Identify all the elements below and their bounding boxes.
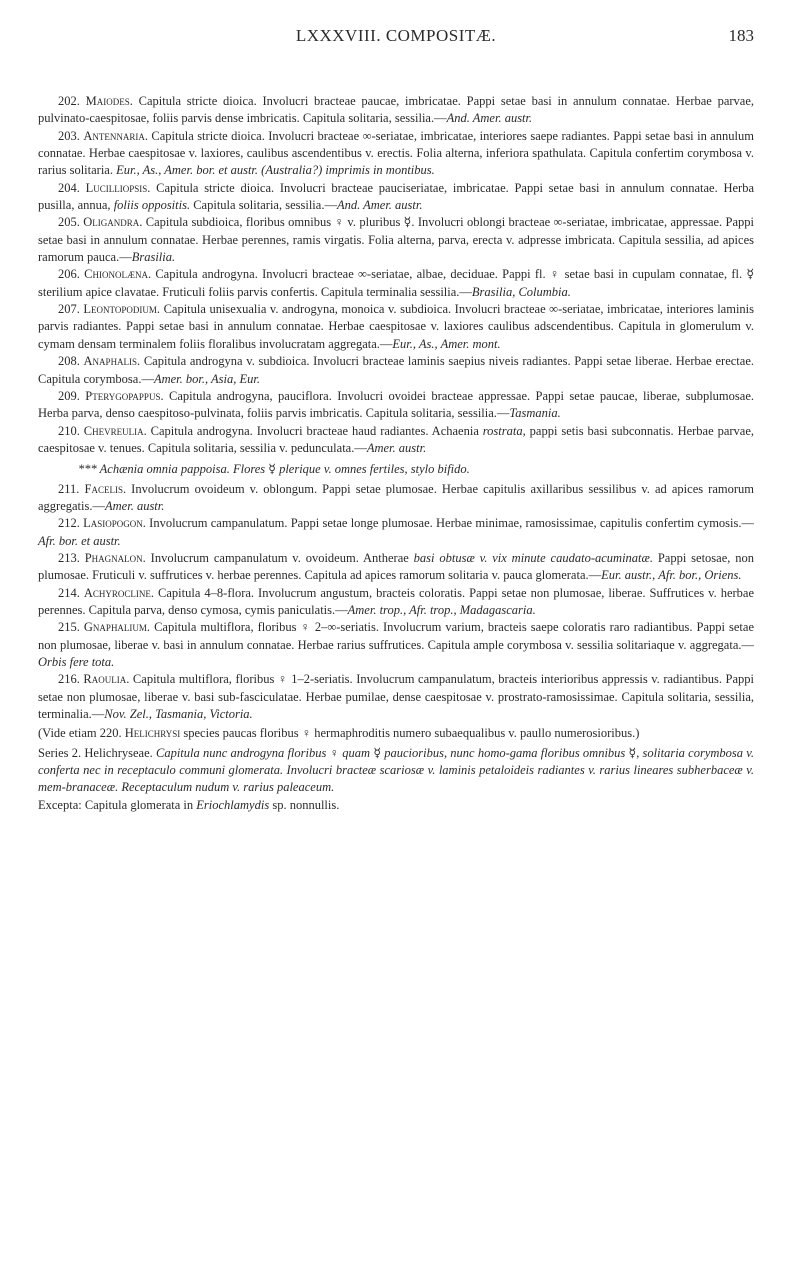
entry-description: Capitula 4–8-flora. Involucrum angustum, bracteis coloratis. Pappi setae non plumosae, liberae. Suffrutices v. herbae perennes. Capitula parva, denso cymosa, cymis paniculatis.—: [38, 585, 755, 617]
entry-italic: Brasilia.: [131, 250, 176, 265]
entry-number: 216.: [58, 672, 80, 687]
genus-name: Achyrocline.: [83, 585, 155, 600]
genus-entry: [38, 353, 754, 388]
genus-name: Raoulia.: [83, 672, 130, 687]
entry-italic: foliis oppositis.: [113, 198, 191, 213]
series-title: Series 2. Helichryseae.: [38, 745, 156, 760]
genus-name: Lucilliopsis.: [85, 180, 151, 195]
entry-number: 204.: [58, 180, 80, 195]
note-pre: (Vide etiam 220.: [38, 726, 125, 741]
genus-entry: [38, 301, 754, 353]
genus-entry: [38, 128, 754, 180]
entry-number: 206.: [58, 267, 80, 282]
excepta-pre: Excepta: Capitula glomerata in: [38, 797, 197, 812]
entry-description-cont: Capitula solitaria, sessilia.—: [190, 198, 337, 213]
entry-italic: Orbis fere tota.: [38, 655, 115, 669]
entry-distribution: And. Amer. austr.: [336, 198, 423, 213]
genus-entry: [38, 214, 754, 266]
entry-italic: Eur., As., Amer. mont.: [392, 336, 501, 351]
entry-number: 213.: [58, 550, 80, 565]
entry-number: 211.: [58, 481, 80, 496]
entry-number: 212.: [58, 516, 80, 531]
entry-description: Capitula stricte dioica. Involucri bracteae ∞-seriatae, imbricatae, interiores saepe radiantes. Pappi setae basi in annulum connatae. Herbae caespitosae v. laxiores, caulibus ascendentibus v. erectis. Folia alterna, inferiora spathulata. Capitula confertim corymbosa v. rarius solitaria.: [38, 128, 754, 178]
entry-italic: Brasilia, Columbia.: [471, 284, 571, 299]
entry-italic: rostrata,: [482, 423, 526, 438]
entry-number: 207.: [58, 302, 80, 317]
entry-number: 210.: [58, 423, 80, 438]
running-head: [38, 22, 754, 48]
genus-entry: [38, 619, 754, 671]
entry-description: Capitula multiflora, floribus ♀ 2–∞-seriatis. Involucrum varium, bracteis saepe coloratis raro radiantibus. Pappi setae non plumosae, liberae v. basi in annulum connatae. Herbae rarius suffrutices. Capitula ample corymbosa v. sessilia solitariaque v. aggregata.—: [38, 620, 754, 652]
genus-name: Facelis.: [84, 481, 127, 496]
entry-number: 208.: [58, 354, 80, 369]
entry-italic: Amer. bor., Asia, Eur.: [153, 371, 260, 386]
genus-entries-group-2: [38, 481, 754, 724]
genus-name: Phagnalon.: [84, 550, 146, 565]
entry-italic: Tasmania.: [509, 406, 561, 421]
entry-description-cont: Pappi setosae, non plumosae. Fruticuli v. suffrutices v. herbae perennes. Capitula ad apices ramorum solitaria v. pauca glomerata.—: [38, 550, 755, 583]
entry-number: 215.: [58, 620, 80, 635]
excepta-genus: Eriochlamydis: [196, 797, 270, 812]
entry-description: Capitula androgyna. Involucri bracteae ∞-seriatae, albae, deciduae. Pappi fl. ♀ setae basi in cupulam connatae, fl. ☿ sterilium apice clavatae. Fruticuli foliis parvis confertis. Capitula terminalia sessilia.—: [38, 267, 754, 299]
entry-description: Capitula subdioica, floribus omnibus ♀ v. pluribus ☿. Involucri oblongi bracteae ∞-seriatae, imbricatae, appressae. Pappi setae basi in annulum connatae. Herbae perennes, ramis virgatis. Folia alterna, parva, erecta v. adpresse imbricata. Capitula sessilia, ad apices ramorum pauca.—: [38, 215, 754, 265]
entry-description: Capitula multiflora, floribus ♀ 1–2-seriatis. Involucrum campanulatum, bracteis interioribus appressis v. radiantibus. Pappi setae non plumosae, liberae v. basi sub-fasciculatae. Herbae pumilae, dense caespitosae v. prostrato-ramosissimae. Capitula solitaria, sessilia, terminalia.—: [38, 672, 754, 722]
genus-name: Chionolæna.: [84, 267, 152, 282]
genus-entry: [38, 93, 754, 128]
excepta-line: [38, 797, 754, 814]
genus-name: Anaphalis.: [83, 354, 141, 369]
entry-italic: Eur., As., Amer. bor. et austr. (Australia?) imprimis in montibus.: [116, 163, 435, 178]
entry-number: 203.: [58, 128, 80, 143]
genus-entry: [38, 180, 754, 215]
series-heading: [38, 745, 754, 797]
entry-italic: Amer. austr.: [105, 498, 165, 513]
page-number: 183: [728, 26, 754, 45]
entry-description: Capitula stricte dioica. Involucri bracteae pauciseriatae, imbricatae. Pappi setae basi in annulum connatae. Herba pusilla, annua,: [38, 180, 754, 213]
genus-entry: [38, 550, 754, 585]
entry-italic: Nov. Zel., Tasmania, Victoria.: [104, 707, 253, 722]
body-text: [38, 93, 754, 814]
entry-description: Capitula androgyna. Involucri bracteae haud radiantes. Achaenia: [146, 423, 483, 438]
genus-name: Leontopodium.: [83, 302, 161, 317]
excepta-post: sp. nonnullis.: [269, 797, 340, 812]
genus-name: Antennaria.: [83, 128, 148, 143]
note-genus: Helichrysi: [124, 726, 181, 741]
note-post: species paucas floribus ♀ hermaphroditis numero subaequalibus v. paullo numerosioribus.): [180, 726, 640, 741]
genus-entry: [38, 481, 754, 516]
genus-name: Pterygopappus.: [85, 388, 164, 403]
entry-italic: basi obtusæ v. vix minute caudato-acuminatæ.: [413, 550, 653, 565]
entry-number: 202.: [58, 94, 80, 108]
genus-name: Oligandra.: [83, 215, 143, 230]
entry-distribution: Eur. austr., Afr. bor., Oriens.: [601, 568, 742, 583]
genus-entry: [38, 585, 754, 620]
entry-number: 214.: [58, 585, 80, 600]
genus-name: Maiodes.: [85, 94, 133, 108]
entry-description-cont: pappi setis basi subconnatis. Herbae parvae, caespitosae v. tenues. Capitula solitaria, sessilia v. pedunculata.—: [38, 423, 755, 455]
genus-entry: [38, 671, 754, 723]
cross-reference-note: [38, 725, 754, 742]
genus-name: Gnaphalium.: [83, 620, 151, 635]
genus-entry: [38, 266, 754, 301]
entry-distribution: Amer. austr.: [366, 440, 427, 455]
genus-entry: [38, 388, 754, 423]
entry-description: Capitula unisexualia v. androgyna, monoica v. subdioica. Involucri bracteae ∞-seriatae, imbricatae, interiores laminis parvis radiantes. Pappi setae basi in annulum connatae. Herbae caespitosae v. laxiores caulibus adscendentibus. Capitula in glomerulum v. cymam densam terminalem foliis floralibus involucratam aggregata.—: [38, 302, 755, 351]
entry-number: 205.: [58, 215, 80, 230]
genus-entry: [38, 423, 754, 458]
entry-description: Involucrum campanulatum. Pappi setae longe plumosae. Herbae minimae, ramosissimae, capitulis confertim cymosis.—: [145, 516, 754, 531]
group-heading: *** Achænia omnia pappoisa. Flores ☿ plerique v. omnes fertiles, stylo bifido.: [78, 462, 470, 477]
entry-italic: And. Amer. austr.: [446, 111, 533, 126]
entry-italic: Afr. bor. et austr.: [38, 533, 121, 548]
genus-entry: [38, 515, 754, 550]
entry-description: Capitula androgyna, pauciflora. Involucri ovoidei bracteae appressae. Pappi setae paucae, liberae, subplumosae. Herba parva, denso caespitoso-pulvinata, foliis parvis imbricatis. Capitula solitaria, sessilia.—: [38, 388, 754, 421]
entry-description: Capitula stricte dioica. Involucri bracteae paucae, imbricatae. Pappi setae basi in annulum connatae. Herbae parvae, pulvinato-caespitosae, foliis parvis dense imbricatis. Capitula solitaria, sessilia.—: [38, 94, 755, 126]
genus-name: Lasiopogon.: [83, 516, 146, 531]
entry-description: Involucrum ovoideum v. oblongum. Pappi setae plumosae. Herbae capitulis axillaribus sessilibus v. ad apices ramorum aggregatis.—: [38, 481, 755, 513]
series-description: Capitula nunc androgyna floribus ♀ quam ☿ paucioribus, nunc homo-gama floribus omnibus ☿, solitaria corymbosa v. conferta nec in receptaculo communi glomerata. Involucri bracteæ scariosæ v. laminis petaloideis radiantes v. rarius lineares subherbaceæ v. mem-branaceæ. Receptaculum nudum v. rarius paleaceum.: [38, 745, 754, 795]
entry-number: 209.: [58, 388, 80, 403]
genus-name: Chevreulia.: [83, 423, 147, 438]
running-title: LXXXVIII. COMPOSITÆ.: [295, 26, 497, 45]
entry-italic: Amer. trop., Afr. trop., Madagascaria.: [347, 602, 536, 617]
entry-description: Capitula androgyna v. subdioica. Involucri bracteae laminis saepius niveis radiantes. Pappi setae liberae. Herbae erectae. Capitula corymbosa.—: [38, 354, 754, 386]
entry-description: Involucrum campanulatum v. ovoideum. Antherae: [145, 550, 414, 565]
genus-entries-group-1: [38, 93, 754, 457]
